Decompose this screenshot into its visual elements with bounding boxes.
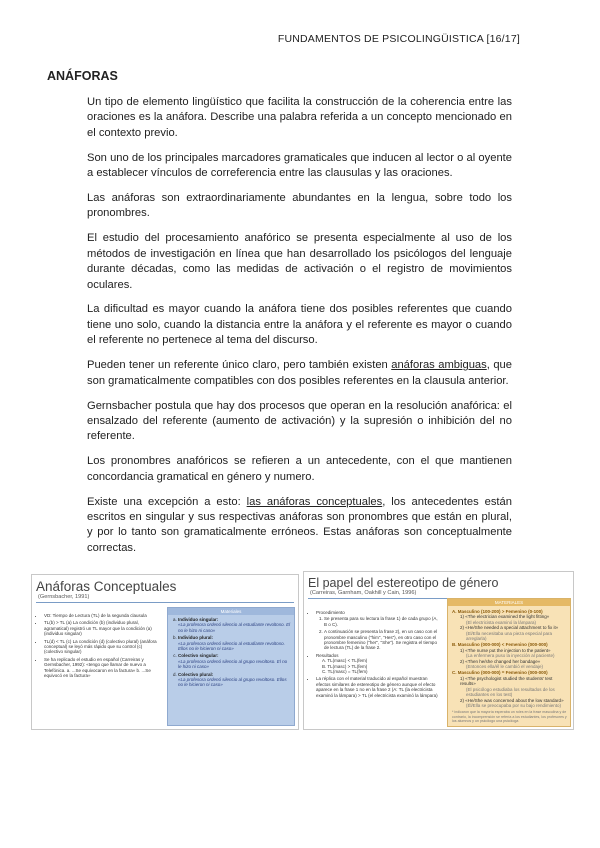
slide2-results: • Resultados A. TL(masc) < TL(fem) B. TL(masc) > TL(fem) C. TL(masc) = TL(fem) <box>316 653 440 675</box>
group-c-head: C. Masculino (000-000) = Femenino (000-000) <box>452 670 548 676</box>
slide2-procedure: • Procedimiento 1. Se presenta para su lectura la frase 1) de cada grupo (A, B o C). 2. A continuación se presenta la frase 2), en un caso con el pronombre masculino ("him", "Hes"), en otro caso con el pronombre femenino ("her", "She"). Se registra el tiempo de lectura (TL) de la frase 2. <box>316 610 440 651</box>
paragraph-7: Gernsbacher postula que hay dos procesos que operan en la resolución anafórica: el ensalzado del referente (aumento de activación) y la supresión o inhibición del no referente. <box>87 399 512 443</box>
slide1-materials-head: Materiales <box>168 608 294 615</box>
slide1-material-item: d. Colectivo plural: «La profesora ordenó silencio al grupo revoltoso. Ellos no le hicieron ni caso» <box>178 672 291 688</box>
slide1-material-item: c. Colectivo singular: «La profesora ordenó silencio al grupo revoltoso. El no le hizo ni caso» <box>178 653 291 669</box>
paragraph-6: Pueden tener un referente único claro, pero también existen anáforas ambiguas, que son gramaticalmente compatibles con dos posibles referentes en la clausula anterior. <box>87 359 512 387</box>
slide-anaforas-conceptuales <box>31 574 299 730</box>
group-b-head: B. Masculino (000-000) < Femenino (000-000) <box>452 642 548 648</box>
slide1-bullets <box>36 613 162 680</box>
paragraph-5: La dificultad es mayor cuando la anáfora tiene dos posibles referentes que cuando tiene uno solo, cuando la distancia entre la anáfora y el referente es mayor o cuando el referente no pertenece al tema del discurso. <box>87 303 512 347</box>
slide2-title: El papel del estereotipo de género <box>308 576 499 590</box>
body-text <box>87 95 512 566</box>
slide1-subtitle: (Gernsbacher, 1991) <box>38 594 90 600</box>
anaforas-ambiguas-term: anáforas ambiguas <box>391 359 487 372</box>
slide1-divider <box>36 602 294 603</box>
slide1-material-item: a. Individuo singular: «La profesora ordenó silencio al estudiante revoltoso. El no le hizo ni caso» <box>178 617 291 633</box>
section-title: ANÁFORAS <box>47 69 118 83</box>
slide2-materials-box: MATERIALES A. Masculino (100-200) > Femenino (0-100) 1) «The electrician examined the light fitting» (El electricista examinó la lámpara) 2) «He/She needed a special attachment to fix it» (El/Ella necesitaba una pieza especial para arreglarla) B. Masculino (000-000) < Femenino (000-000) 1) «The nurse put the injection to the patient» (La enfermera puso la inyección al paciente) 2) «Then he/she changed her bandage» (Entonces ella/él le cambió el vendaje) C. Masculino (000-000) = Femenino (000-000) 1) «The psychologist studied the students' test results» (El psicólogo estudiaba los resultados de los estudiantes en los test) 2) «He/She was concerned about the low standard» (Él/Ella se preocupaba por su bajo rendimiento) * indicaron que la mayoría esperaba un roles en la frase masculina y de contrario, la incomprensión se refería a los estudiantes, los profesores y los alumnos y un psicólogo una psicóloga <box>447 598 571 727</box>
paragraph-2: Son uno de los principales marcadores gramaticales que inducen al lector o al oyente a establecer vínculos de correferencia entre las clausulas y las oraciones. <box>87 151 512 180</box>
paragraph-8: Los pronombres anafóricos se refieren a un antecedente, con el que mantienen concordancia gramatical en género y numero. <box>87 455 512 483</box>
slide2-left-column <box>308 610 440 700</box>
slide-estereotipo-genero <box>303 571 574 730</box>
slide1-materials-box <box>167 607 295 726</box>
slide2-note: • La réplica con el material traducido al español muestran efectos similares de estereotipo de género aunque el efecto aparece en la frase 1 no en la frase 2 (A: TL (la electricista examinó la lámpara) > TL (el electricista examinó la lámpara) <box>316 676 440 698</box>
slide1-bullet: • Se ha replicado el estudio en español (Carreiras y Gernsbacher, 1992): «tengo que llamar de nuevo a Telefónica. a. ...Se equivocaron en la factura» b. ...Se equivocó en la factura» <box>44 657 162 679</box>
group-a-head: A. Masculino (100-200) > Femenino (0-100) <box>452 609 543 614</box>
slide2-footnote: * indicaron que la mayoría esperaba un roles en la frase masculina y de contrario, la incomprensión se refería a los estudiantes, los profesores y los alumnos y un psicólogo una psicóloga <box>452 710 567 723</box>
slide1-material-item: b. Individuo plural: «La profesora ordenó silencio al estudiante revoltoso. Ellos no le hicieron ni caso» <box>178 635 291 651</box>
page-header: FUNDAMENTOS DE PSICOLINGÜISTICA [16/17] <box>277 33 520 45</box>
slide1-bullet: • TL(d) < TL (c) La condición (d) (colectivo plural) (anáfora conceptual) se leyó más rápido que su control (c) (colectivo singular) <box>44 639 162 655</box>
anaforas-conceptuales-term: las anáforas conceptuales <box>246 495 383 508</box>
slide1-bullet: • VD: Tiempo de Lectura (TL) de la segunda clausula <box>44 613 162 618</box>
slide2-subtitle: (Carreiras, Garnham, Oakhill y Cain, 1996) <box>310 590 417 596</box>
paragraph-1: Un tipo de elemento lingüístico que facilita la construcción de la coherencia entre las oraciones es la anáfora. Describe una palabra referida a un concepto mencionado en el contexto previo. <box>87 96 512 139</box>
paragraph-3: Las anáforas son extraordinariamente abundantes en la lengua, sobre todo los pronombres. <box>87 192 512 220</box>
paragraph-4: El estudio del procesamiento anafórico se presenta especialmente al uso de los métodos de investigación en línea que han desarrollado los psicólogos del lenguaje durante décadas, como las medidas de activación o el registro de movimientos oculares. <box>87 232 512 291</box>
paragraph-9: Existe una excepción a esto: las anáforas conceptuales, los antecedentes están escritos en singular y sus respectivas anáforas son pronombres que están en plural, y por lo tanto son gramaticalmente erróneos. Estas anáforas son conceptualmente correctas. <box>87 495 512 554</box>
slide2-materials-head: MATERIALES <box>448 599 570 606</box>
slide1-title: Anáforas Conceptuales <box>36 579 177 594</box>
slide1-bullet: • TL(b) > TL (a) La condición (b) (individuo plural, agramatical) registró un TL mayor que la condición (a) (individuo singular) <box>44 620 162 636</box>
